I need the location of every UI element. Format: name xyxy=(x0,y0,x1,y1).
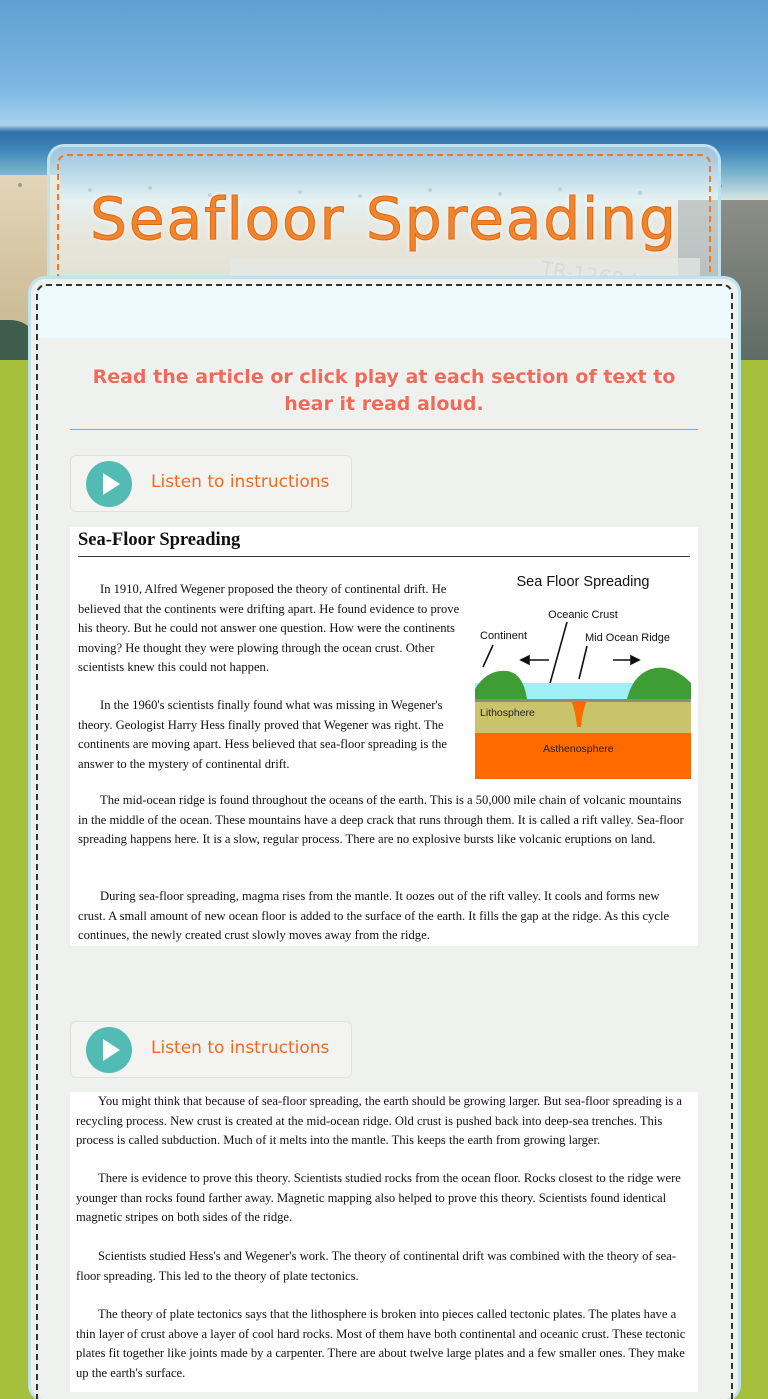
article-heading: Sea-Floor Spreading xyxy=(78,531,690,557)
article-paragraph: In the 1960's scientists finally found what was missing in Wegener's theory. Geologist Harry Hess finally proved that Wegener was right. The continents are moving apart. Hess believed that sea-floor spreading is the answer to the mystery of continental drift. xyxy=(78,698,447,771)
right-continent xyxy=(627,668,691,699)
left-continent xyxy=(475,671,527,699)
play-icon[interactable] xyxy=(86,1027,132,1073)
article-paragraph: In 1910, Alfred Wegener proposed the theory of continental drift. He believed that the continents were drifting apart. He found evidence to prove his theory. But he could not answer one question. How were the continents moving? He thought they were plowing through the ocean crust. Other scientists knew this could not happen. xyxy=(78,582,460,674)
label-asthenosphere: Asthenosphere xyxy=(543,743,614,755)
sea-floor xyxy=(475,699,691,702)
listen-button-label: Listen to instructions xyxy=(151,472,330,492)
label-mid-ocean-ridge: Mid Ocean Ridge xyxy=(585,632,670,644)
label-oceanic-crust: Oceanic Crust xyxy=(548,609,618,621)
diagram-title: Sea Floor Spreading xyxy=(516,574,650,590)
sea-floor-spreading-diagram xyxy=(475,567,691,779)
listen-button-section-2[interactable] xyxy=(70,1021,352,1078)
page-title: Seafloor Spreading xyxy=(90,185,678,253)
article-paragraph: Scientists studied Hess's and Wegener's work. The theory of continental drift was combined with the theory of sea-floor spreading. This led to the theory of plate tectonics. xyxy=(76,1249,677,1283)
listen-button-section-1[interactable] xyxy=(70,455,352,512)
label-continent: Continent xyxy=(480,630,528,642)
article-paragraph: There is evidence to prove this theory. Scientists studied rocks from the ocean floor. Rocks closest to the ridge were younger than rocks found farther away. Magnetic mapping also helped to prove this theory. Scientists found identical magnetic stripes on both sides of the ridge. xyxy=(76,1171,681,1224)
article-section-2 xyxy=(70,1092,698,1392)
label-lithosphere: Lithosphere xyxy=(480,707,535,719)
divider xyxy=(70,429,698,430)
article-paragraph: During sea-floor spreading, magma rises from the mantle. It oozes out of the rift valley. It cools and forms new crust. A small amount of new ocean floor is added to the surface of the earth. It fills the gap at the ridge. As this cycle continues, the newly created crust slowly moves away from the ridge. xyxy=(78,889,670,942)
instructions-text: Read the article or click play at each section of text to hear it read aloud. xyxy=(92,366,676,415)
article-section-1 xyxy=(70,527,698,946)
article-paragraph: The mid-ocean ridge is found throughout the oceans of the earth. This is a 50,000 mile chain of volcanic mountains in the middle of the ocean. These mountains have a deep crack that runs through them. It is called a rift valley. Sea-floor spreading happens here. It is a slow, regular process. There are no explosive bursts like volcanic eruptions on land. xyxy=(78,793,684,846)
listen-button-label: Listen to instructions xyxy=(151,1038,330,1058)
article-paragraph: You might think that because of sea-floor spreading, the earth should be growing larger. But sea-floor spreading is a recycling process. New crust is created at the mid-ocean ridge. Old crust is pushed back into deep-sea trenches. This process is called subduction. Much of it melts into the mantle. This keeps the earth from growing larger. xyxy=(76,1094,682,1147)
play-icon[interactable] xyxy=(86,461,132,507)
article-paragraph: The theory of plate tectonics says that the lithosphere is broken into pieces called tectonic plates. The plates have a thin layer of crust above a layer of cool hard rocks. Most of them have both continental and oceanic crust. These tectonic plates fit together like joints made by a carpenter. There are about twelve large plates and a few smaller ones. They make up the earth's surface. xyxy=(76,1307,686,1380)
